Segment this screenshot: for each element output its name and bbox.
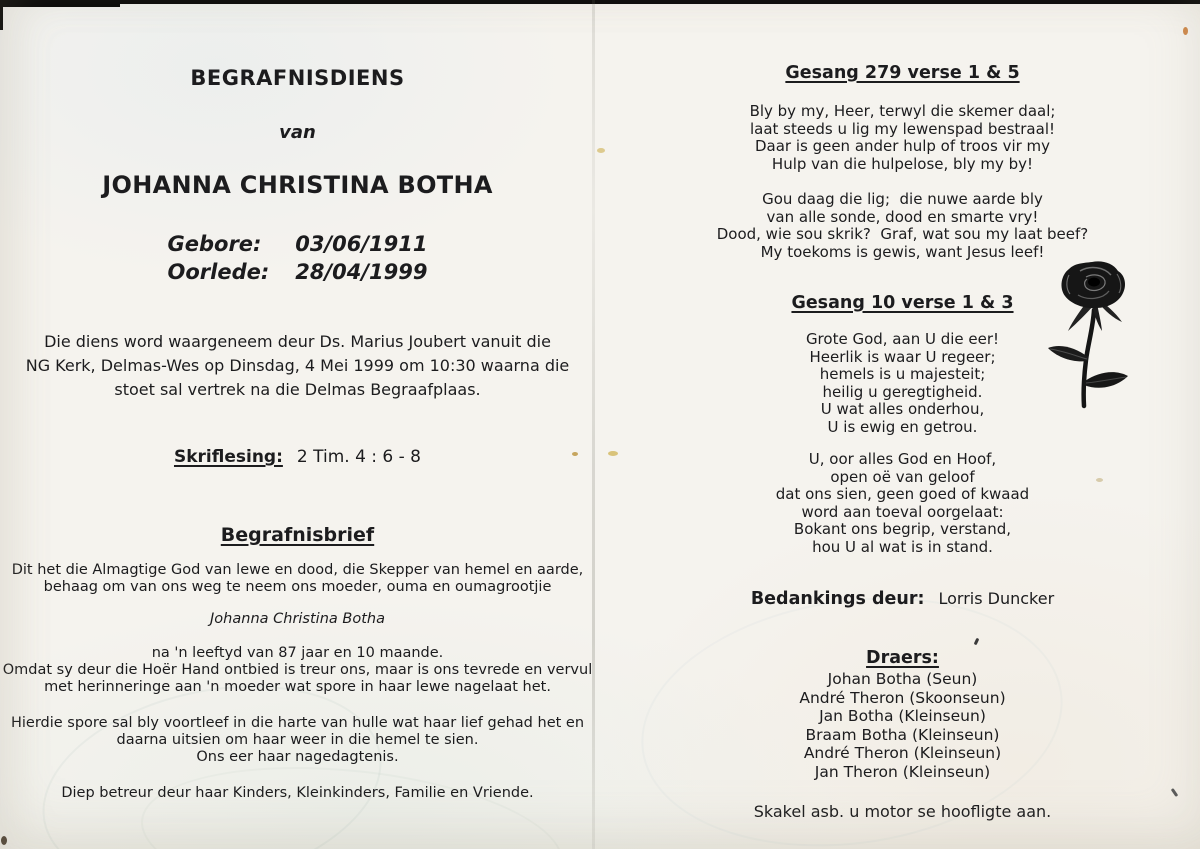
page-title: BEGRAFNISDIENS bbox=[190, 66, 405, 90]
deceased-name: JOHANNA CHRISTINA BOTHA bbox=[102, 171, 493, 199]
footer-note: Skakel asb. u motor se hoofligte aan. bbox=[753, 802, 1052, 821]
letter-heading: Begrafnisbrief bbox=[220, 524, 375, 546]
died-label: Oorlede: bbox=[167, 260, 270, 284]
letter-paragraph-1: Dit het die Almagtige God van lewe en dood, die Skepper van hemel en aarde, behaag om van ons weg te neem ons moeder, ouma en oumagrootjie bbox=[11, 562, 584, 595]
dates-block bbox=[0, 231, 595, 286]
hymn1-verse-1: Bly by my, Heer, terwyl die skemer daal; laat steeds u lig my lewenspad bestraal! Daar is geen ander hulp of troos vir my Hulp van die hulpelose, bly my by! bbox=[749, 102, 1056, 173]
scripture-label: Skriflesing: bbox=[173, 447, 283, 467]
thanks-label: Bedankings deur: bbox=[750, 589, 925, 609]
bearers-heading: Draers: bbox=[866, 648, 939, 668]
rose-icon bbox=[1042, 260, 1142, 410]
died-date: 28/04/1999 bbox=[295, 260, 428, 284]
bearers-list: Johan Botha (Seun) André Theron (Skoonseun) Jan Botha (Kleinseun) Braam Botha (Kleinseun) André Theron (Kleinseun) Jan Theron (Kleinseun) bbox=[799, 670, 1006, 781]
letter-paragraph-3: Hierdie spore sal bly voortleef in die harte van hulle wat haar lief gehad het en daarna uitsien om haar weer in die hemel te sien. Ons eer haar nagedagtenis. bbox=[10, 715, 585, 765]
scripture-reference: 2 Tim. 4 : 6 - 8 bbox=[296, 447, 421, 467]
hymn2-heading: Gesang 10 verse 1 & 3 bbox=[791, 293, 1014, 313]
service-details: Die diens word waargeneem deur Ds. Marius Joubert vanuit die NG Kerk, Delmas-Wes op Dinsdag, 4 Mei 1999 om 10:30 waarna die stoet sal vertrek na die Delmas Begraafplaas. bbox=[25, 332, 570, 399]
born-label: Gebore: bbox=[167, 232, 262, 256]
hymn2-verse-3: U, oor alles God en Hoof, open oë van geloof dat ons sien, geen goed of kwaad word aan toeval oorgelaat: Bokant ons begrip, verstand, hou U al wat is in stand. bbox=[775, 450, 1030, 556]
letter-deceased-name: Johanna Christina Botha bbox=[210, 611, 385, 627]
scripture-line bbox=[0, 447, 595, 467]
page-right bbox=[605, 0, 1200, 849]
born-date: 03/06/1911 bbox=[295, 232, 428, 256]
paper-speck bbox=[597, 148, 605, 153]
subtitle-van: van bbox=[279, 122, 316, 143]
hymn1-verse-5: Gou daag die lig; die nuwe aarde bly van alle sonde, dood en smarte vry! Dood, wie sou skrik? Graf, wat sou my laat beef? My toekoms is gewis, want Jesus leef! bbox=[716, 190, 1089, 261]
letter-paragraph-4: Diep betreur deur haar Kinders, Kleinkinders, Familie en Vriende. bbox=[61, 785, 534, 801]
page-left bbox=[0, 0, 595, 849]
thanks-line bbox=[605, 589, 1200, 609]
letter-paragraph-2: na 'n leeftyd van 87 jaar en 10 maande. Omdat sy deur die Hoër Hand ontbied is treur ons, maar is ons tevrede en vervul met herinneringe aan 'n moeder wat spore in haar lewe nagelaat het. bbox=[2, 645, 593, 695]
hymn2-verse-1: Grote God, aan U die eer! Heerlik is waar U regeer; hemels is u majesteit; heilig u geregtigheid. U wat alles onderhou, U is ewig en getrou. bbox=[805, 330, 1000, 436]
thanks-name: Lorris Duncker bbox=[938, 589, 1055, 608]
hymn1-heading: Gesang 279 verse 1 & 5 bbox=[785, 63, 1020, 83]
